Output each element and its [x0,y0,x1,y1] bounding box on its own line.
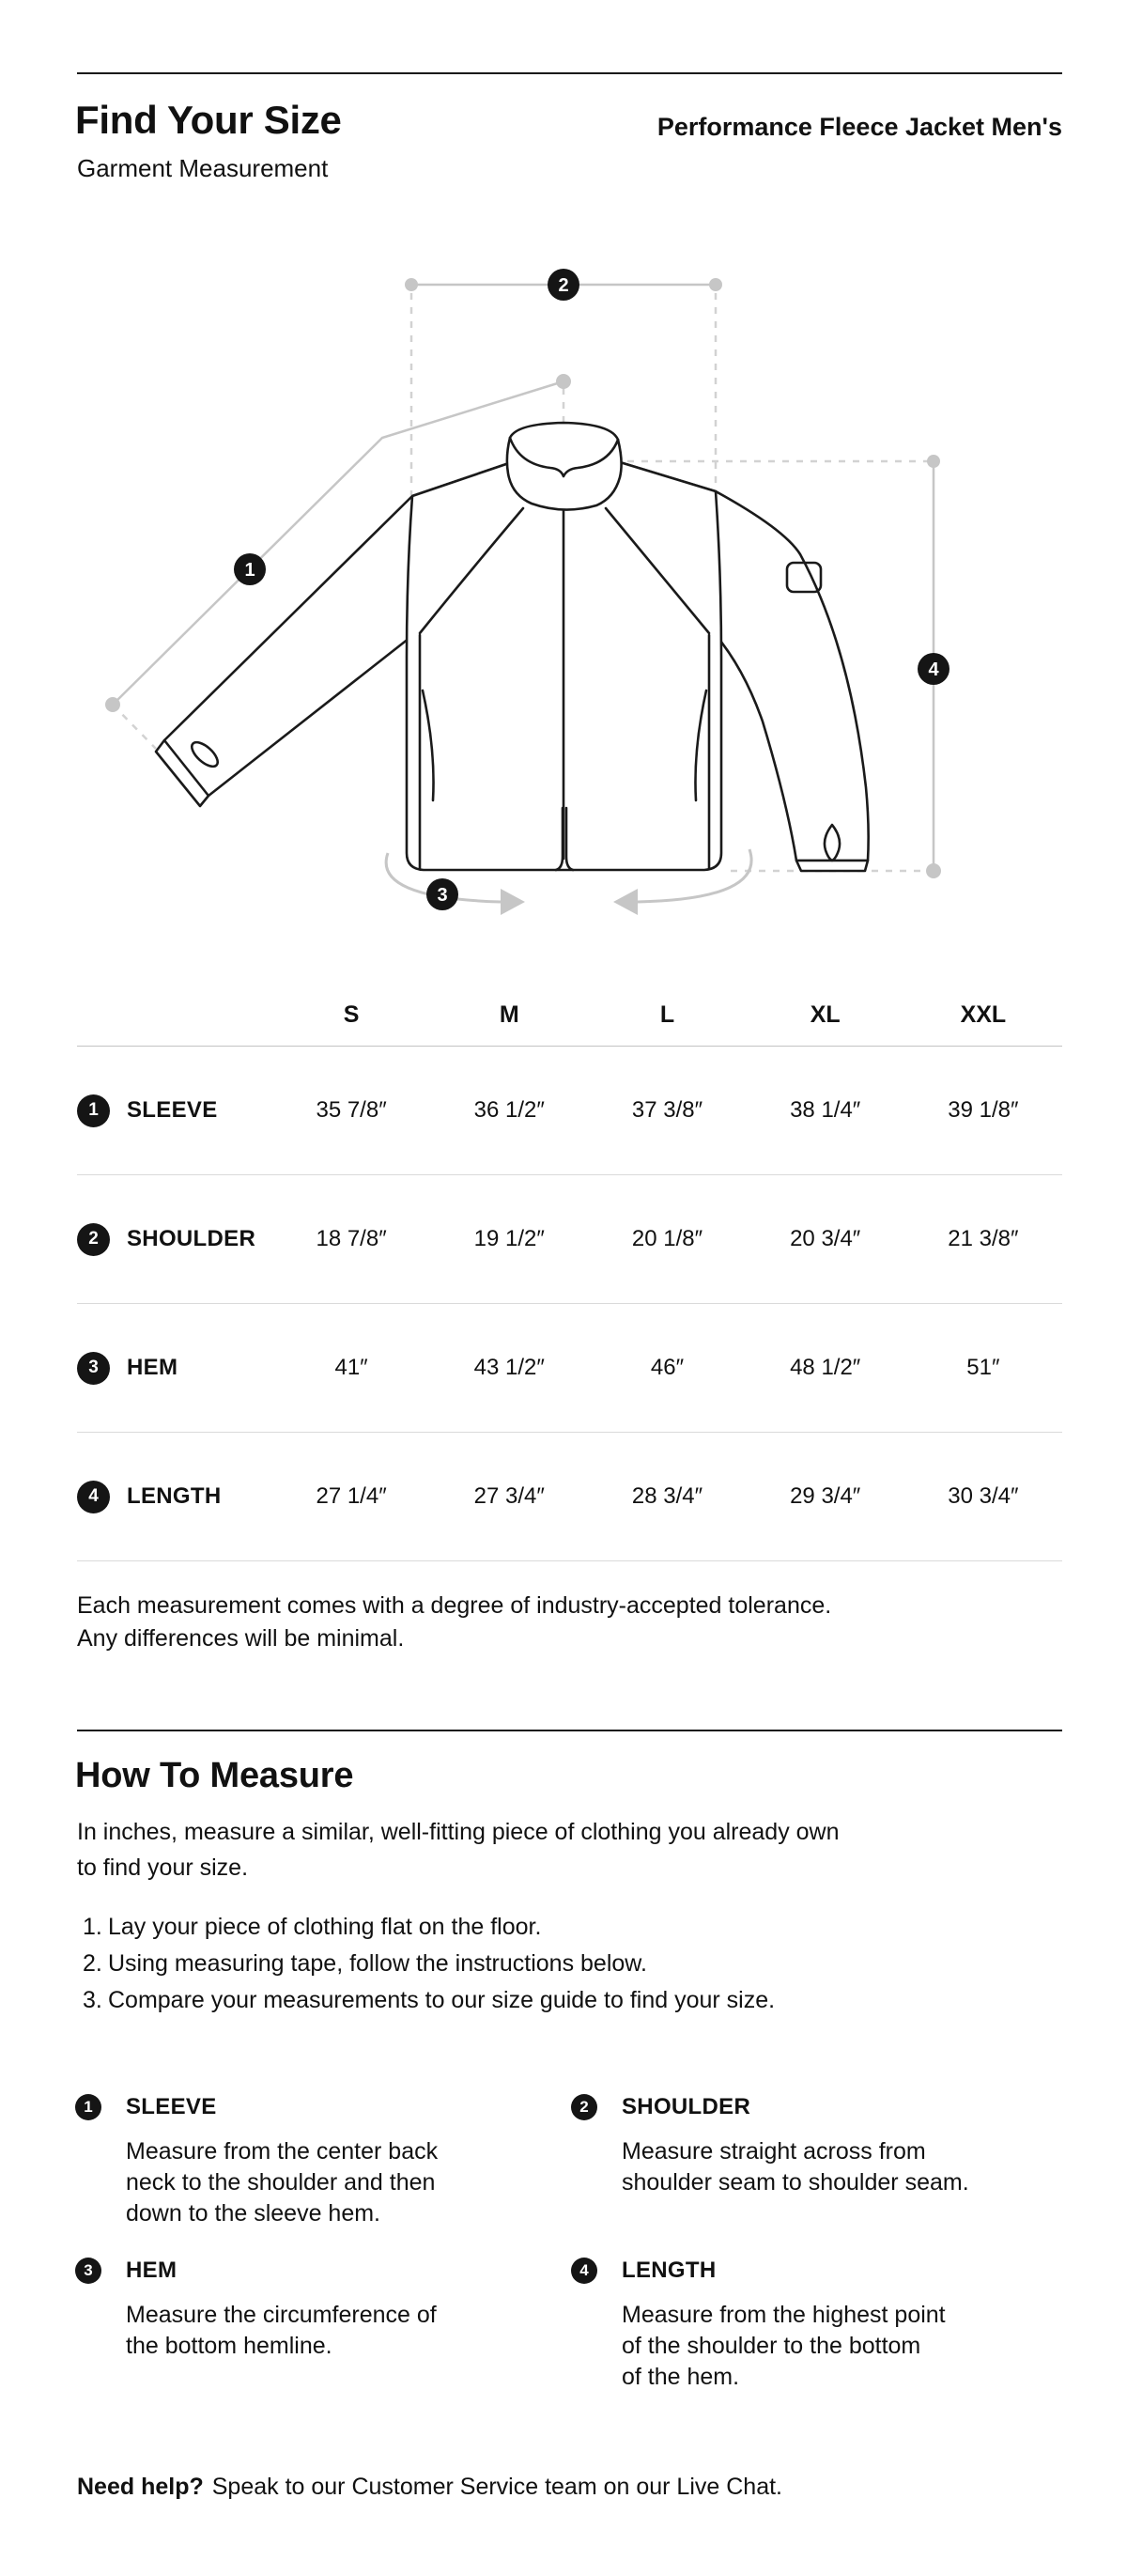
size-column-header: XXL [960,1001,1007,1028]
detail-label: SHOULDER [622,2094,751,2119]
how-to-measure-heading: How To Measure [75,1756,354,1795]
measurement-value: 41″ [334,1355,368,1380]
size-table-header [77,985,1062,1047]
measurement-value: 39 1/8″ [948,1097,1019,1123]
tolerance-line: Any differences will be minimal. [77,1625,405,1652]
row-label: HEM [127,1355,178,1380]
arrowhead-left-icon [613,889,638,915]
page-subtitle: Garment Measurement [77,154,329,182]
row-label: LENGTH [127,1483,222,1509]
measurement-value: 18 7/8″ [316,1226,387,1251]
measurement-value: 20 1/8″ [631,1226,703,1251]
size-table [77,985,1062,1561]
detail-header [571,2258,1022,2284]
measurement-detail [75,2094,526,2229]
description-line: neck to the shoulder and then [126,2169,436,2196]
detail-header [75,2258,526,2284]
tolerance-line: Each measurement comes with a degree of industry-accepted tolerance. [77,1592,832,1619]
description-line: of the hem. [622,2364,740,2390]
detail-marker-badge: 1 [75,2094,101,2120]
step-item [83,1946,775,1982]
intro-line: In inches, measure a similar, well-fitting piece of clothing you already own [77,1819,840,1845]
step-text: Compare your measurements to our size guide to find your size. [108,1987,776,2013]
detail-description [622,2136,1022,2198]
description-line: down to the sleeve hem. [126,2200,380,2227]
size-table-body [77,1047,1062,1561]
size-column-header: M [499,1001,519,1028]
step-number: 1. [83,1914,102,1940]
detail-marker-badge: 4 [571,2258,597,2284]
description-line: Measure the circumference of [126,2302,437,2328]
measurement-value: 27 3/4″ [473,1483,545,1509]
measurement-value: 48 1/2″ [790,1355,861,1380]
step-item [83,1982,775,2019]
description-line: of the shoulder to the bottom [622,2333,921,2359]
marker-3: 3 [437,885,448,906]
detail-marker-badge: 3 [75,2258,101,2284]
measurement-value: 29 3/4″ [790,1483,861,1509]
section-divider [77,1730,1062,1731]
detail-header [571,2094,1022,2120]
help-footer [77,2474,782,2501]
marker-1: 1 [244,560,255,581]
table-row [77,1433,1062,1561]
arrowhead-right-icon [501,889,525,915]
step-number: 3. [83,1987,102,2013]
help-footer-bold: Need help? [77,2474,204,2500]
row-marker-badge: 4 [77,1481,110,1513]
measurement-detail [571,2094,1022,2198]
size-column-header: S [343,1001,360,1028]
measurement-value: 36 1/2″ [473,1097,545,1123]
intro-line: to find your size. [77,1854,249,1881]
garment-measurement-diagram [0,0,1127,958]
measurement-value: 28 3/4″ [631,1483,703,1509]
row-label-cell [77,1094,272,1127]
measurement-value: 19 1/2″ [473,1226,545,1251]
row-label-cell [77,1352,272,1385]
table-row [77,1047,1062,1175]
measurement-detail [571,2258,1022,2393]
detail-description [622,2300,1022,2393]
measurement-value: 30 3/4″ [948,1483,1019,1509]
detail-label: HEM [126,2258,178,2283]
table-row [77,1175,1062,1304]
description-line: Measure from the highest point [622,2302,946,2328]
size-column-header: XL [810,1001,841,1028]
size-column-header: L [659,1001,675,1028]
row-label-cell [77,1223,272,1256]
detail-label: LENGTH [622,2258,717,2283]
how-to-measure-intro [77,1814,840,1885]
measurement-detail [75,2258,526,2362]
measurement-value: 20 3/4″ [790,1226,861,1251]
row-label-cell [77,1481,272,1513]
measurement-value: 43 1/2″ [473,1355,545,1380]
product-name: Performance Fleece Jacket Men's [656,113,1062,141]
row-marker-badge: 2 [77,1223,110,1256]
row-label: SLEEVE [127,1097,218,1123]
marker-4: 4 [928,660,939,680]
jacket-illustration [156,423,869,871]
detail-header [75,2094,526,2120]
measurement-value: 46″ [650,1355,685,1380]
row-marker-badge: 3 [77,1352,110,1385]
marker-2: 2 [558,275,569,296]
step-text: Using measuring tape, follow the instructions below. [108,1950,647,1977]
help-footer-text: Speak to our Customer Service team on our Live Chat. [211,2474,782,2500]
step-number: 2. [83,1950,102,1977]
measurement-value: 21 3/8″ [948,1226,1019,1251]
step-text: Lay your piece of clothing flat on the floor. [108,1914,542,1940]
detail-label: SLEEVE [126,2094,217,2119]
measurement-value: 51″ [966,1355,1000,1380]
description-line: Measure straight across from [622,2138,926,2165]
detail-description [126,2136,526,2229]
detail-description [126,2300,526,2362]
detail-marker-badge: 2 [571,2094,597,2120]
step-item [83,1909,775,1946]
tolerance-note [77,1590,831,1655]
how-to-measure-steps [83,1909,775,2019]
description-line: the bottom hemline. [126,2333,332,2359]
page-title: Find Your Size [75,98,342,142]
table-row [77,1304,1062,1433]
measurement-value: 35 7/8″ [316,1097,387,1123]
description-line: Measure from the center back [126,2138,439,2165]
measurement-value: 37 3/8″ [631,1097,703,1123]
measurement-value: 27 1/4″ [316,1483,387,1509]
row-marker-badge: 1 [77,1094,110,1127]
description-line: shoulder seam to shoulder seam. [622,2169,969,2196]
row-label: SHOULDER [127,1226,256,1251]
measurement-value: 38 1/4″ [790,1097,861,1123]
